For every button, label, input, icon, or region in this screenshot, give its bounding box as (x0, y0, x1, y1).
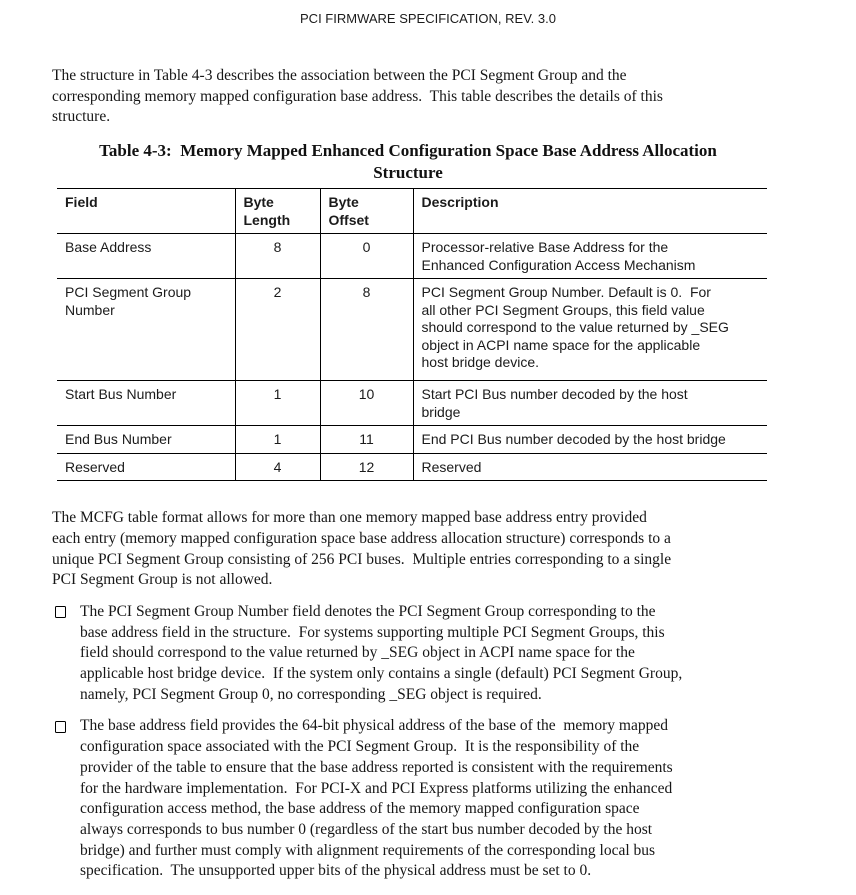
text-line: Description (421, 194, 499, 211)
bullet-text (80, 602, 682, 706)
cell-byte-length: 1 (235, 426, 320, 454)
intro-paragraph (52, 66, 764, 128)
text-line: provider of the table to ensure that the base address reported is consistent with the requirements (80, 758, 673, 776)
bullet-item-segment-group (52, 602, 764, 706)
text-line: structure. (52, 108, 111, 126)
cell-description (413, 279, 767, 381)
text-line: Structure (373, 162, 443, 182)
table-row (57, 453, 767, 481)
text-line: applicable host bridge device. If the system only contains a single (default) PCI Segment Group, (80, 665, 683, 683)
cell-byte-length: 4 (235, 453, 320, 481)
spec-table (57, 188, 767, 481)
cell-field (57, 453, 235, 481)
square-bullet-icon (55, 721, 66, 733)
text-line: bridge (421, 403, 461, 420)
text-line: Field (65, 194, 98, 211)
cell-byte-length: 2 (235, 279, 320, 381)
text-line: unique PCI Segment Group consisting of 256 PCI buses. Multiple entries corresponding to a single (52, 550, 672, 568)
table-row (57, 234, 767, 279)
text-line: specification. The unsupported upper bits of the physical address must be set to 0. (80, 862, 592, 880)
table-header-row (57, 189, 767, 234)
text-line: Table 4-3: Memory Mapped Enhanced Configuration Space Base Address Allocation (99, 141, 717, 161)
cell-byte-offset: 8 (320, 279, 413, 381)
text-line: configuration access method, the base address of the memory mapped configuration space (80, 800, 640, 818)
text-line: The structure in Table 4-3 describes the association between the PCI Segment Group and the (52, 67, 627, 84)
text-line: should correspond to the value returned by _SEG (421, 319, 729, 336)
cell-field (57, 234, 235, 279)
text-line: base address field in the structure. For systems supporting multiple PCI Segment Groups, this (80, 623, 665, 641)
table-row (57, 381, 767, 426)
text-line: Processor-relative Base Address for the (421, 239, 669, 256)
column-header-byte-length (235, 189, 320, 234)
cell-description (413, 426, 767, 454)
page-header: PCI FIRMWARE SPECIFICATION, REV. 3.0 (300, 11, 556, 26)
table-row (57, 279, 767, 381)
cell-byte-offset: 12 (320, 453, 413, 481)
cell-field (57, 426, 235, 454)
text-line: configuration space associated with the PCI Segment Group. It is the responsibility of the (80, 738, 640, 756)
text-line: Number (65, 301, 115, 318)
column-header-description (413, 189, 767, 234)
text-line: PCI Segment Group Number. Default is 0. For (421, 284, 711, 301)
table-caption (52, 140, 764, 183)
cell-byte-offset: 0 (320, 234, 413, 279)
square-bullet-icon (55, 606, 66, 618)
text-line: Byte (328, 194, 359, 211)
table-row (57, 426, 767, 454)
text-line: Byte (243, 194, 274, 211)
cell-byte-length: 8 (235, 234, 320, 279)
cell-byte-offset: 11 (320, 426, 413, 454)
text-line: End PCI Bus number decoded by the host bridge (421, 431, 726, 448)
page-content (52, 66, 764, 882)
cell-description (413, 381, 767, 426)
text-line: The base address field provides the 64-bit physical address of the base of the memory mapped (80, 717, 668, 735)
bullet-item-base-address (52, 716, 764, 882)
text-line: Length (243, 211, 291, 228)
cell-byte-offset: 10 (320, 381, 413, 426)
text-line: Reserved (421, 458, 482, 475)
text-line: all other PCI Segment Groups, this field value (421, 301, 705, 318)
text-line: PCI Segment Group is not allowed. (52, 571, 273, 589)
text-line: The MCFG table format allows for more than one memory mapped base address entry provided (52, 509, 647, 527)
text-line: corresponding memory mapped configuration base address. This table describes the details of this (52, 87, 663, 105)
text-line: The PCI Segment Group Number field denotes the PCI Segment Group corresponding to the (80, 602, 656, 620)
text-line: Start PCI Bus number decoded by the host (421, 386, 688, 403)
text-line: bridge) and further must comply with alignment requirements of the corresponding local bus (80, 841, 656, 859)
text-line: for the hardware implementation. For PCI-X and PCI Express platforms utilizing the enhanced (80, 779, 673, 797)
cell-field (57, 279, 235, 381)
cell-description (413, 453, 767, 481)
text-line: object in ACPI name space for the applicable (421, 336, 701, 353)
column-header-field (57, 189, 235, 234)
text-line: host bridge device. (421, 354, 540, 371)
cell-field (57, 381, 235, 426)
text-line: Reserved (65, 458, 125, 475)
cell-byte-length: 1 (235, 381, 320, 426)
text-line: Enhanced Configuration Access Mechanism (421, 256, 696, 273)
text-line: Start Bus Number (65, 386, 177, 403)
text-line: always corresponds to bus number 0 (regardless of the start bus number decoded by the host (80, 820, 653, 838)
text-line: End Bus Number (65, 431, 172, 448)
column-header-byte-offset (320, 189, 413, 234)
text-line: Offset (328, 211, 369, 228)
text-line: namely, PCI Segment Group 0, no corresponding _SEG object is required. (80, 685, 542, 703)
mcfg-paragraph (52, 508, 764, 591)
cell-description (413, 234, 767, 279)
bullet-text (80, 716, 673, 882)
text-line: Base Address (65, 239, 152, 256)
text-line: PCI Segment Group (65, 284, 192, 301)
text-line: each entry (memory mapped configuration space base address allocation structure) corresponds to a (52, 529, 671, 547)
text-line: field should correspond to the value returned by _SEG object in ACPI name space for the (80, 644, 635, 662)
